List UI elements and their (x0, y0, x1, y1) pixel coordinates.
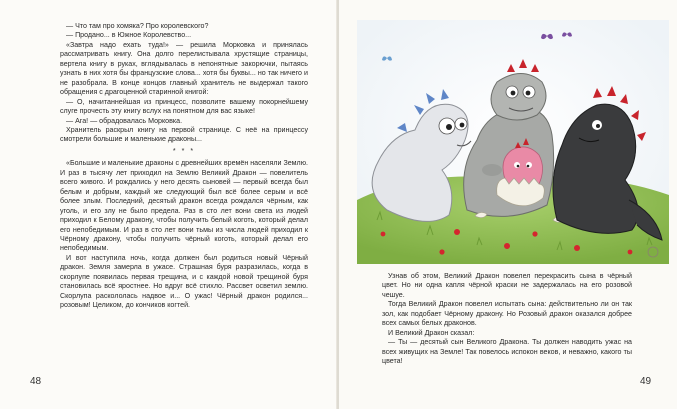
paragraph: И вот наступила ночь, когда должен был родиться новый Чёрный дракон. Земля замерла в ужасе. Страшная буря разразилась, когда в скорлупе появилась первая трещина, и с каждой новой трещиной буря становилась всё яростнее. Но вдруг всё стихло. Рассвет осветил землю. Скорлупа раскололась надвое и... О ужас! Чёрный дракон родился... розовым! Целиком, до кончиков когтей. (60, 253, 308, 310)
section-separator: * * * (172, 146, 196, 155)
paragraph: Тогда Великий Дракон повелел испытать сына: действительно ли он так зол, как подобает Чёрному дракону. Но Розовый дракон оказался добрее всех самых белых драконов. (382, 300, 632, 328)
page-number-left: 48 (30, 376, 42, 387)
page-number-right: 49 (640, 376, 652, 387)
paragraph: «Большие и маленькие драконы с древнейших времён населяли Землю. И раз в тысячу лет приходил на Землю Великий Дракон — повелитель всего живого. И рождались у него десять сыновей — первый всегда был белым и добрым, каждый же следующий был всё более серым и всё более злым. Последний, десятый дракон всегда рождался чёрным, как уголь, и его злу не было предела. Раз в сто лет вони света из людей приходил к Белому дракону, чтобы получить белый коготь, который делал его непобедимым. И раз в сто лет вони тьмы из числа людей приходил к Чёрному дракону, чтобы получить чёрный коготь, который делал его непобедимым. (60, 159, 308, 253)
paragraph: — Ты — десятый сын Великого Дракона. Ты должен наводить ужас на всех живущих на Земле! Так повелось испокон веков, и неважно, какого ты цвета! (382, 338, 632, 366)
paragraph: — О, начитаннейшая из принцесс, позволите вашему покорнейшему слуге прочесть эту книгу вслух на понятном для вас языке! (60, 97, 308, 116)
left-page-text (60, 22, 308, 311)
paragraph: Хранитель раскрыл книгу на первой странице. С неё на принцессу смотрели большие и маленькие драконы... (60, 125, 308, 144)
paragraph: — Продано... в Южное Королевство... (66, 31, 192, 40)
paragraph: Узнав об этом, Великий Дракон повелел перекрасить сына в чёрный цвет. Но ни одна капля чёрной краски не задержалась на его розовой чешуе. (382, 272, 632, 299)
paragraph: — Ага! — обрадовалась Морковка. (66, 116, 183, 125)
paragraph: И Великий Дракон сказал: (388, 328, 475, 337)
paragraph: «Завтра надо ехать туда!» — решила Морковка и принялась рассматривать книгу. Она долго перелистывала хрустящие страницы, вертела книгу в руках, вглядывалась в непонятные закорючки, пытаясь узнать в них хотя бы французские слова... хотя бы буквы... но так ничего и не разобрала. В конце концов главный хранитель не выдержал такого обращения с драгоценной старинной книгой: (60, 40, 308, 97)
left-page (0, 0, 338, 409)
paragraph: — Что там про хомяка? Про королевского? (66, 22, 209, 30)
right-page-text (382, 272, 632, 367)
dragon-illustration (357, 20, 669, 264)
